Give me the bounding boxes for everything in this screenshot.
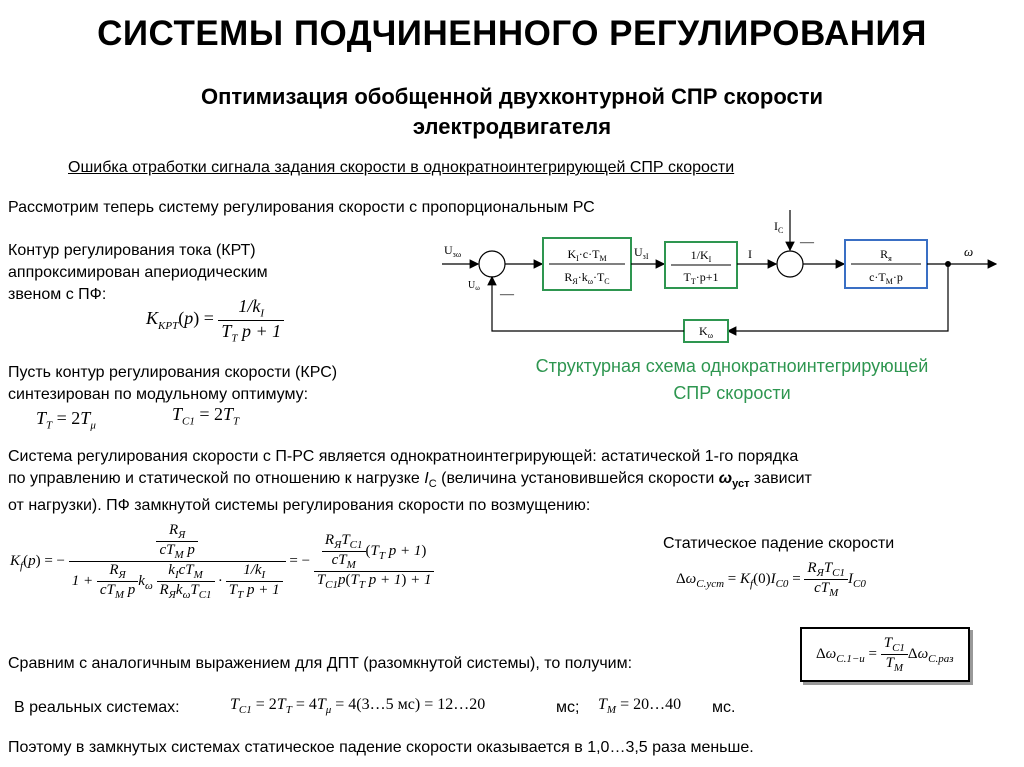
block1-denominator: $R_Я\cdot k_\omega\cdot T_C$ <box>564 270 610 286</box>
input-label: $U_{з\omega}$ <box>444 243 462 259</box>
block2-numerator: $1/K_I$ <box>690 248 712 264</box>
summator-speed <box>479 251 505 277</box>
intro-text: Рассмотрим теперь систему регулирования скорости с пропорциональным РС <box>8 199 595 216</box>
block1-numerator: $K_I\cdot c\cdot T_M$ <box>567 247 607 263</box>
minus-sign-1: — <box>500 287 514 302</box>
feedback-block-label: $K_\omega$ <box>699 324 713 340</box>
subtitle-line-2: электродвигателя <box>412 114 612 139</box>
boxed-result: $\Delta\omega_{C.1-и}$ = $\frac{T_{C1}}{T_M}$ $\Delta\omega_{C.раз}$ <box>800 627 970 682</box>
uzi-label: $U_{зI}$ <box>634 245 649 261</box>
static-drop-label: Статическое падение скорости <box>663 535 895 552</box>
block3-numerator: $R_я$ <box>880 247 892 263</box>
real-ms-unit-2: мс. <box>712 699 736 716</box>
load-current-label: $I_C$ <box>774 219 784 235</box>
krt-line-2: аппроксимирован апериодическим <box>8 264 268 281</box>
disturbance-transfer-function: $K_f(p)$ = − $\frac{R_Я}{cT_M p}$ 1 + $\frac{R_Я}{cT_M p}$ $k_\omega$ $\frac{k_IcT_M}{R_Яk_\omega T_{C1}}$ · $\frac{1/k_I}{T_T p + 1}$ = − $\frac{R_ЯT_{C1}}{cT_M}$ ($T_T$ p + 1) $T_{C1}p(T_T$ p + 1) + 1 <box>10 522 434 601</box>
subtitle-line-1: Оптимизация обобщенной двухконтурной СПР скорости <box>200 84 824 109</box>
real-systems-formula: $T_{C1} = 2T_T = 4T_\mu$ = 4(3…5 мс) = 12…20 <box>230 696 486 717</box>
summator-load <box>777 251 803 277</box>
krt-transfer-function: $K_{KPT}(p)$ = $\frac{1/k_I}{T_T p + 1}$ <box>146 296 284 344</box>
slide-subtitle <box>60 82 964 142</box>
block2-denominator: $T_T\cdot p+1$ <box>683 270 719 286</box>
para-line-1: Система регулирования скорости с П-РС является однократноинтегрирующей: астатической 1-го порядка <box>8 448 799 465</box>
krt-line-1: Контур регулирования тока (КРТ) <box>8 242 256 259</box>
static-drop-formula: $\Delta\omega_{C.уст} = K_f(0)I_{C0}$ = $\frac{R_ЯT_{C1}}{cT_M}$ $I_{C0}$ <box>676 560 866 599</box>
minus-sign-2: — <box>800 235 814 250</box>
para-line-3: от нагрузки). ПФ замкнутой системы регулирования скорости по возмущению: <box>8 497 591 515</box>
real-systems-label: В реальных системах: <box>14 699 180 716</box>
feedback-input-label: $U_\omega$ <box>468 280 480 292</box>
error-heading: Ошибка отработки сигнала задания скорости в однократноинтегрирующей СПР скорости <box>68 159 735 176</box>
krs-description <box>8 362 337 406</box>
diagram-caption-line-2: СПР скорости <box>673 383 791 403</box>
tm-range: $T_M$ = 20…40 <box>598 696 682 717</box>
diagram-caption <box>470 353 994 407</box>
compare-text: Сравним с аналогичным выражением для ДПТ (разомкнутой системы), то получим: <box>8 655 633 672</box>
real-ms-unit-1: мс; <box>556 699 580 716</box>
tt-equation: $T_T = 2T_\mu$ <box>36 408 96 432</box>
current-label: I <box>748 247 752 261</box>
structural-diagram <box>430 210 1024 346</box>
krt-line-3: звеном с ПФ: <box>8 286 107 303</box>
krs-line-2: синтезирован по модульному оптимуму: <box>8 386 309 403</box>
krs-line-1: Пусть контур регулирования скорости (КРС) <box>8 364 338 381</box>
para-line-2: по управлению и статической по отношению к нагрузке $I_C$ (величина установившейся скорости $\omega_{уст}$ зависит <box>8 470 812 491</box>
conclusion-text: Поэтому в замкнутых системах статическое падение скорости оказывается в 1,0…3,5 раза меньше. <box>8 739 754 756</box>
block3-denominator: $c\cdot T_M\cdot p$ <box>869 270 903 286</box>
tc1-equation: $T_{C1} = 2T_T$ <box>172 404 240 428</box>
output-omega: ω <box>964 244 974 259</box>
system-description <box>8 446 1018 517</box>
slide-title: СИСТЕМЫ ПОДЧИНЕННОГО РЕГУЛИРОВАНИЯ <box>97 14 927 53</box>
diagram-caption-line-1: Структурная схема однократноинтегрирующей <box>535 356 929 376</box>
